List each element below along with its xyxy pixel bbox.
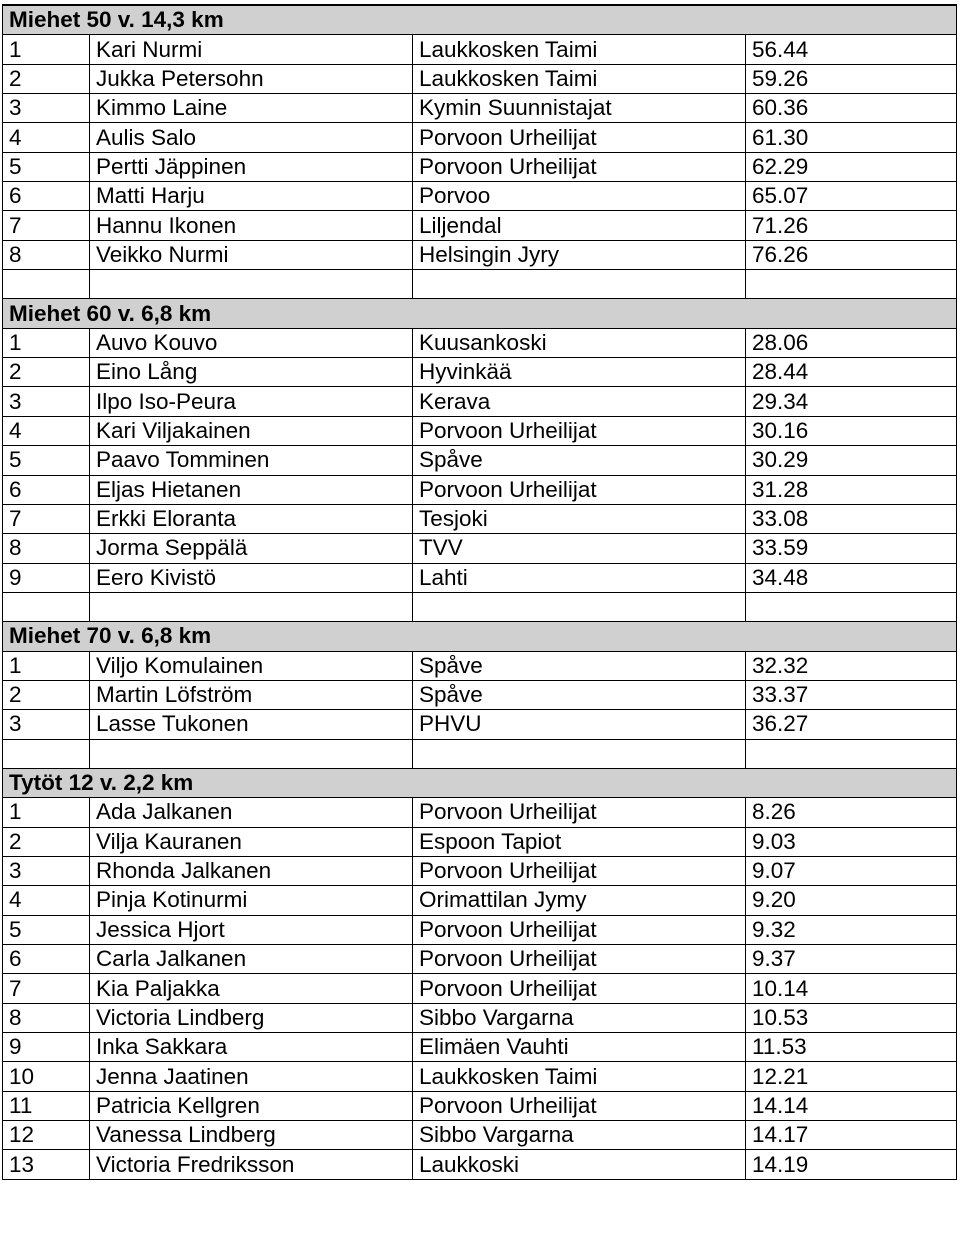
- name-cell: Ilpo Iso-Peura: [90, 387, 413, 416]
- table-row: [3, 1121, 957, 1150]
- rank-cell: 8: [3, 1003, 90, 1032]
- club-cell: Laukkosken Taimi: [413, 64, 746, 93]
- name-cell: Veikko Nurmi: [90, 240, 413, 269]
- spacer-row: [3, 592, 957, 621]
- section-header-row: [3, 622, 957, 651]
- time-cell: 30.16: [746, 416, 957, 445]
- name-cell: Jenna Jaatinen: [90, 1062, 413, 1091]
- rank-cell: 2: [3, 358, 90, 387]
- rank-cell: 1: [3, 35, 90, 64]
- club-cell: Elimäen Vauhti: [413, 1033, 746, 1062]
- table-row: [3, 1062, 957, 1091]
- table-row: [3, 945, 957, 974]
- club-cell: Porvoon Urheilijat: [413, 475, 746, 504]
- rank-cell: 5: [3, 152, 90, 181]
- rank-cell: 4: [3, 123, 90, 152]
- name-cell: Viljo Komulainen: [90, 651, 413, 680]
- club-cell: Espoon Tapiot: [413, 827, 746, 856]
- rank-cell: 3: [3, 856, 90, 885]
- name-cell: Eino Lång: [90, 358, 413, 387]
- empty-cell: [3, 739, 90, 768]
- table-row: [3, 240, 957, 269]
- time-cell: 14.14: [746, 1091, 957, 1120]
- name-cell: Jorma Seppälä: [90, 534, 413, 563]
- empty-cell: [746, 592, 957, 621]
- rank-cell: 13: [3, 1150, 90, 1179]
- time-cell: 59.26: [746, 64, 957, 93]
- name-cell: Patricia Kellgren: [90, 1091, 413, 1120]
- time-cell: 8.26: [746, 798, 957, 827]
- table-row: [3, 446, 957, 475]
- table-row: [3, 1150, 957, 1179]
- table-row: [3, 1091, 957, 1120]
- name-cell: Vilja Kauranen: [90, 827, 413, 856]
- time-cell: 33.59: [746, 534, 957, 563]
- time-cell: 9.07: [746, 856, 957, 885]
- club-cell: Porvoon Urheilijat: [413, 416, 746, 445]
- rank-cell: 5: [3, 446, 90, 475]
- name-cell: Ada Jalkanen: [90, 798, 413, 827]
- empty-cell: [90, 592, 413, 621]
- table-row: [3, 211, 957, 240]
- table-row: [3, 915, 957, 944]
- section-title: Miehet 70 v. 6,8 km: [3, 622, 957, 651]
- club-cell: Sibbo Vargarna: [413, 1003, 746, 1032]
- table-row: [3, 328, 957, 357]
- club-cell: Kymin Suunnistajat: [413, 94, 746, 123]
- club-cell: Porvoon Urheilijat: [413, 915, 746, 944]
- table-row: [3, 1003, 957, 1032]
- rank-cell: 11: [3, 1091, 90, 1120]
- rank-cell: 5: [3, 915, 90, 944]
- table-row: [3, 827, 957, 856]
- club-cell: Porvoon Urheilijat: [413, 798, 746, 827]
- time-cell: 12.21: [746, 1062, 957, 1091]
- time-cell: 29.34: [746, 387, 957, 416]
- time-cell: 30.29: [746, 446, 957, 475]
- rank-cell: 6: [3, 475, 90, 504]
- name-cell: Victoria Fredriksson: [90, 1150, 413, 1179]
- table-row: [3, 563, 957, 592]
- club-cell: Porvoon Urheilijat: [413, 856, 746, 885]
- time-cell: 28.44: [746, 358, 957, 387]
- rank-cell: 4: [3, 416, 90, 445]
- club-cell: Spåve: [413, 651, 746, 680]
- table-row: [3, 152, 957, 181]
- time-cell: 31.28: [746, 475, 957, 504]
- club-cell: Laukkosken Taimi: [413, 35, 746, 64]
- name-cell: Martin Löfström: [90, 680, 413, 709]
- empty-cell: [413, 270, 746, 299]
- table-row: [3, 475, 957, 504]
- time-cell: 32.32: [746, 651, 957, 680]
- name-cell: Hannu Ikonen: [90, 211, 413, 240]
- time-cell: 61.30: [746, 123, 957, 152]
- club-cell: PHVU: [413, 710, 746, 739]
- rank-cell: 6: [3, 945, 90, 974]
- rank-cell: 1: [3, 328, 90, 357]
- results-table: [2, 4, 957, 1180]
- empty-cell: [90, 270, 413, 299]
- table-row: [3, 387, 957, 416]
- table-row: [3, 651, 957, 680]
- spacer-row: [3, 739, 957, 768]
- time-cell: 10.53: [746, 1003, 957, 1032]
- club-cell: TVV: [413, 534, 746, 563]
- club-cell: Hyvinkää: [413, 358, 746, 387]
- club-cell: Spåve: [413, 446, 746, 475]
- table-row: [3, 182, 957, 211]
- time-cell: 56.44: [746, 35, 957, 64]
- time-cell: 28.06: [746, 328, 957, 357]
- table-row: [3, 35, 957, 64]
- empty-cell: [3, 592, 90, 621]
- club-cell: Sibbo Vargarna: [413, 1121, 746, 1150]
- time-cell: 11.53: [746, 1033, 957, 1062]
- time-cell: 10.14: [746, 974, 957, 1003]
- name-cell: Kari Viljakainen: [90, 416, 413, 445]
- club-cell: Porvoon Urheilijat: [413, 123, 746, 152]
- section-header-row: [3, 299, 957, 328]
- name-cell: Eljas Hietanen: [90, 475, 413, 504]
- time-cell: 9.37: [746, 945, 957, 974]
- time-cell: 9.03: [746, 827, 957, 856]
- table-row: [3, 94, 957, 123]
- time-cell: 62.29: [746, 152, 957, 181]
- name-cell: Victoria Lindberg: [90, 1003, 413, 1032]
- club-cell: Porvoon Urheilijat: [413, 945, 746, 974]
- name-cell: Rhonda Jalkanen: [90, 856, 413, 885]
- table-row: [3, 416, 957, 445]
- table-row: [3, 123, 957, 152]
- rank-cell: 2: [3, 827, 90, 856]
- empty-cell: [3, 270, 90, 299]
- name-cell: Paavo Tomminen: [90, 446, 413, 475]
- name-cell: Carla Jalkanen: [90, 945, 413, 974]
- name-cell: Erkki Eloranta: [90, 504, 413, 533]
- time-cell: 33.08: [746, 504, 957, 533]
- table-row: [3, 64, 957, 93]
- empty-cell: [413, 739, 746, 768]
- club-cell: Kerava: [413, 387, 746, 416]
- time-cell: 60.36: [746, 94, 957, 123]
- table-row: [3, 1033, 957, 1062]
- empty-cell: [413, 592, 746, 621]
- table-row: [3, 798, 957, 827]
- club-cell: Orimattilan Jymy: [413, 886, 746, 915]
- name-cell: Jessica Hjort: [90, 915, 413, 944]
- rank-cell: 2: [3, 64, 90, 93]
- rank-cell: 9: [3, 1033, 90, 1062]
- empty-cell: [746, 270, 957, 299]
- club-cell: Porvoon Urheilijat: [413, 974, 746, 1003]
- table-row: [3, 358, 957, 387]
- name-cell: Auvo Kouvo: [90, 328, 413, 357]
- rank-cell: 4: [3, 886, 90, 915]
- time-cell: 71.26: [746, 211, 957, 240]
- section-header-row: [3, 768, 957, 797]
- rank-cell: 9: [3, 563, 90, 592]
- rank-cell: 7: [3, 211, 90, 240]
- rank-cell: 10: [3, 1062, 90, 1091]
- section-title: Tytöt 12 v. 2,2 km: [3, 768, 957, 797]
- name-cell: Kimmo Laine: [90, 94, 413, 123]
- club-cell: Tesjoki: [413, 504, 746, 533]
- club-cell: Porvoo: [413, 182, 746, 211]
- section-header-row: [3, 5, 957, 35]
- rank-cell: 3: [3, 387, 90, 416]
- table-row: [3, 974, 957, 1003]
- spacer-row: [3, 270, 957, 299]
- rank-cell: 1: [3, 798, 90, 827]
- rank-cell: 7: [3, 974, 90, 1003]
- results-table-body: [3, 5, 957, 1179]
- time-cell: 9.32: [746, 915, 957, 944]
- time-cell: 76.26: [746, 240, 957, 269]
- rank-cell: 7: [3, 504, 90, 533]
- name-cell: Lasse Tukonen: [90, 710, 413, 739]
- rank-cell: 12: [3, 1121, 90, 1150]
- name-cell: Aulis Salo: [90, 123, 413, 152]
- club-cell: Laukkosken Taimi: [413, 1062, 746, 1091]
- time-cell: 36.27: [746, 710, 957, 739]
- name-cell: Eero Kivistö: [90, 563, 413, 592]
- name-cell: Pinja Kotinurmi: [90, 886, 413, 915]
- rank-cell: 3: [3, 710, 90, 739]
- time-cell: 65.07: [746, 182, 957, 211]
- section-title: Miehet 50 v. 14,3 km: [3, 5, 957, 35]
- name-cell: Kari Nurmi: [90, 35, 413, 64]
- club-cell: Laukkoski: [413, 1150, 746, 1179]
- name-cell: Inka Sakkara: [90, 1033, 413, 1062]
- rank-cell: 6: [3, 182, 90, 211]
- name-cell: Matti Harju: [90, 182, 413, 211]
- table-row: [3, 680, 957, 709]
- table-row: [3, 504, 957, 533]
- table-row: [3, 710, 957, 739]
- club-cell: Porvoon Urheilijat: [413, 1091, 746, 1120]
- empty-cell: [90, 739, 413, 768]
- table-row: [3, 856, 957, 885]
- club-cell: Helsingin Jyry: [413, 240, 746, 269]
- time-cell: 34.48: [746, 563, 957, 592]
- club-cell: Liljendal: [413, 211, 746, 240]
- club-cell: Spåve: [413, 680, 746, 709]
- club-cell: Lahti: [413, 563, 746, 592]
- name-cell: Vanessa Lindberg: [90, 1121, 413, 1150]
- table-row: [3, 886, 957, 915]
- rank-cell: 8: [3, 240, 90, 269]
- name-cell: Jukka Petersohn: [90, 64, 413, 93]
- time-cell: 9.20: [746, 886, 957, 915]
- rank-cell: 2: [3, 680, 90, 709]
- table-row: [3, 534, 957, 563]
- rank-cell: 1: [3, 651, 90, 680]
- empty-cell: [746, 739, 957, 768]
- time-cell: 14.17: [746, 1121, 957, 1150]
- time-cell: 14.19: [746, 1150, 957, 1179]
- name-cell: Pertti Jäppinen: [90, 152, 413, 181]
- club-cell: Kuusankoski: [413, 328, 746, 357]
- name-cell: Kia Paljakka: [90, 974, 413, 1003]
- time-cell: 33.37: [746, 680, 957, 709]
- club-cell: Porvoon Urheilijat: [413, 152, 746, 181]
- rank-cell: 8: [3, 534, 90, 563]
- rank-cell: 3: [3, 94, 90, 123]
- section-title: Miehet 60 v. 6,8 km: [3, 299, 957, 328]
